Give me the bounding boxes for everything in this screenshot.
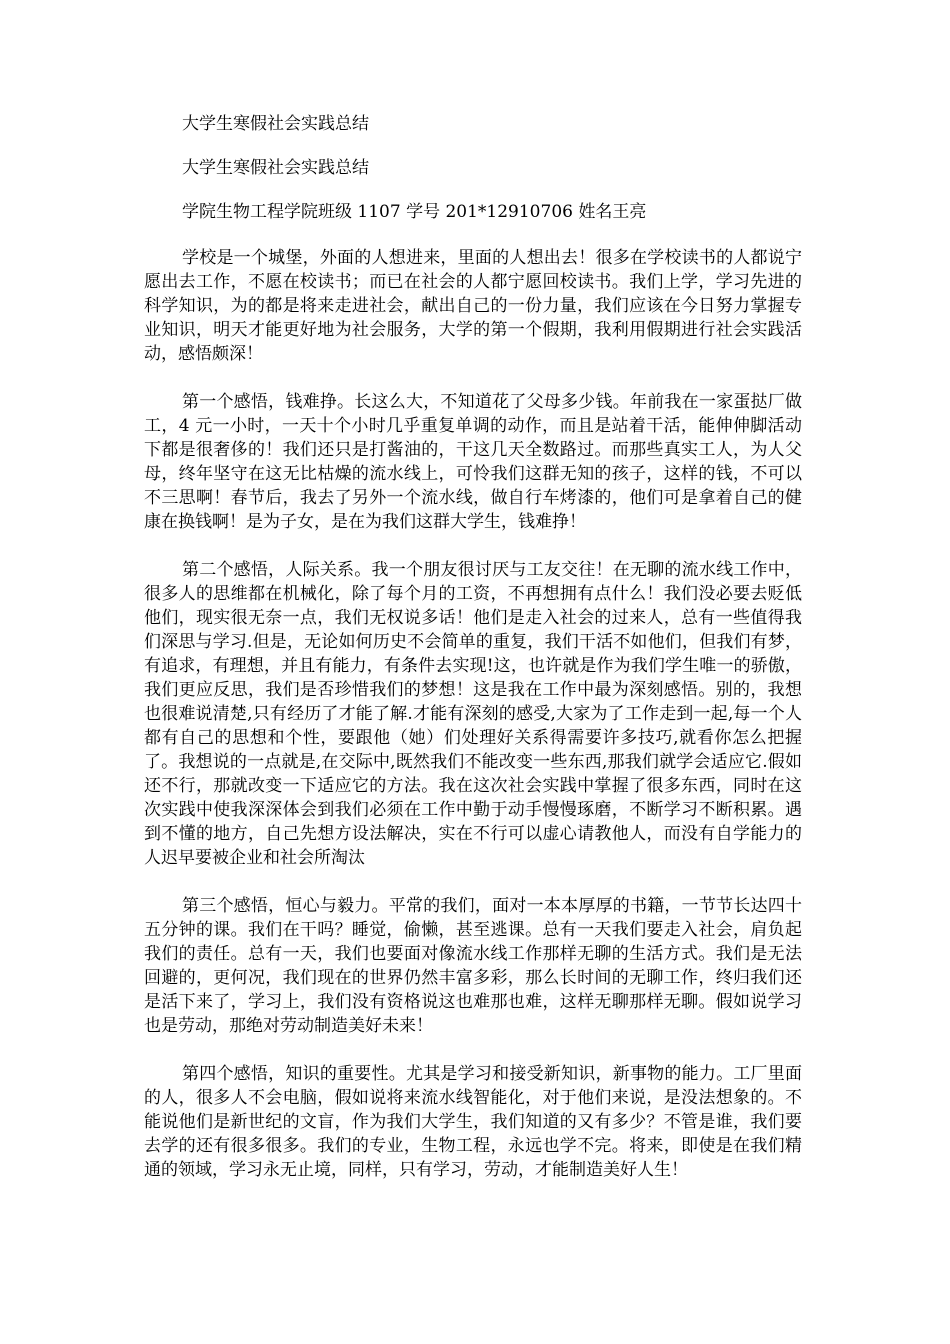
paragraph-insight-2: 第二个感悟，人际关系。我一个朋友很讨厌与工友交往！在无聊的流水线工作中，很多人的思维都在机械化，除了每个月的工资，不再想拥有点什么！我们没必要去贬低他们，现实很无奈一点，我们无权说多话！他们是走入社会的过来人，总有一些值得我们深思与学习.但是，无论如何历史不会简单的重复，我们干活不如他们，但我们有梦，有追求，有理想，并且有能力，有条件去实现!这，也许就是作为我们学生唯一的骄傲，我们更应反思，我们是否珍惜我们的梦想！这是我在工作中最为深刻感悟。别的，我想也很难说清楚,只有经历了才能了解.才能有深刻的感受,大家为了工作走到一起,每一个人都有自己的思想和个性，要跟他（她）们处理好关系得需要许多技巧,就看你怎么把握了。我想说的一点就是,在交际中,既然我们不能改变一些东西,那我们就学会适应它.假如还不行，那就改变一下适应它的方法。我在这次社会实践中掌握了很多东西，同时在这次实践中使我深深体会到我们必须在工作中勤于动手慢慢琢磨，不断学习不断积累。遇到不懂的地方，自己先想方设法解决，实在不行可以虚心请教他人，而没有自学能力的人迟早要被企业和社会所淘汰: [144, 560, 802, 868]
document-subtitle: 大学生寒假社会实践总结: [182, 158, 369, 178]
document-page: [144, 112, 802, 1206]
paragraph-insight-4: 第四个感悟，知识的重要性。尤其是学习和接受新知识，新事物的能力。工厂里面的人，很多人不会电脑，假如说将来流水线智能化，对于他们来说，是没法想象的。不能说他们是新世纪的文盲，作为我们大学生，我们知道的又有多少？不管是谁，我们要去学的还有很多很多。我们的专业，生物工程，永远也学不完。将来，即使是在我们精通的领域，学习永无止境，同样，只有学习，劳动，才能制造美好人生！: [144, 1064, 802, 1180]
paragraph-insight-1: 第一个感悟，钱难挣。长这么大，不知道花了父母多少钱。年前我在一家蛋挞厂做工，4 元一小时，一天十个小时几乎重复单调的动作，而且是站着干活，能伸伸脚活动下都是很奢侈的！我们还只是打酱油的，干这几天全数路过。而那些真实工人，为人父母，终年坚守在这无比枯燥的流水线上，可怜我们这群无知的孩子，这样的钱，不可以不三思啊！春节后，我去了另外一个流水线，做自行车烤漆的，他们可是拿着自己的健康在换钱啊！是为子女，是在为我们这群大学生，钱难挣！: [144, 392, 802, 532]
document-title: 大学生寒假社会实践总结: [182, 114, 369, 134]
author-info: 学院生物工程学院班级 1107 学号 201*12910706 姓名王亮: [182, 202, 647, 222]
paragraph-insight-3: 第三个感悟，恒心与毅力。平常的我们，面对一本本厚厚的书籍，一节节长达四十五分钟的课。我们在干吗？睡觉，偷懒，甚至逃课。总有一天我们要走入社会，肩负起我们的责任。总有一天，我们也要面对像流水线工作那样无聊的生活方式。我们是无法回避的，更何况，我们现在的世界仍然丰富多彩，那么长时间的无聊工作，终归我们还是活下来了，学习上，我们没有资格说这也难那也难，这样无聊那样无聊。假如说学习也是劳动，那绝对劳动制造美好未来！: [144, 896, 802, 1036]
paragraph-intro: 学校是一个城堡，外面的人想进来，里面的人想出去！很多在学校读书的人都说宁愿出去工作，不愿在校读书；而已在社会的人都宁愿回校读书。我们上学，学习先进的科学知识，为的都是将来走进社会，献出自己的一份力量，我们应该在今日努力掌握专业知识，明天才能更好地为社会服务，大学的第一个假期，我利用假期进行社会实践活动，感悟颇深！: [144, 248, 802, 364]
